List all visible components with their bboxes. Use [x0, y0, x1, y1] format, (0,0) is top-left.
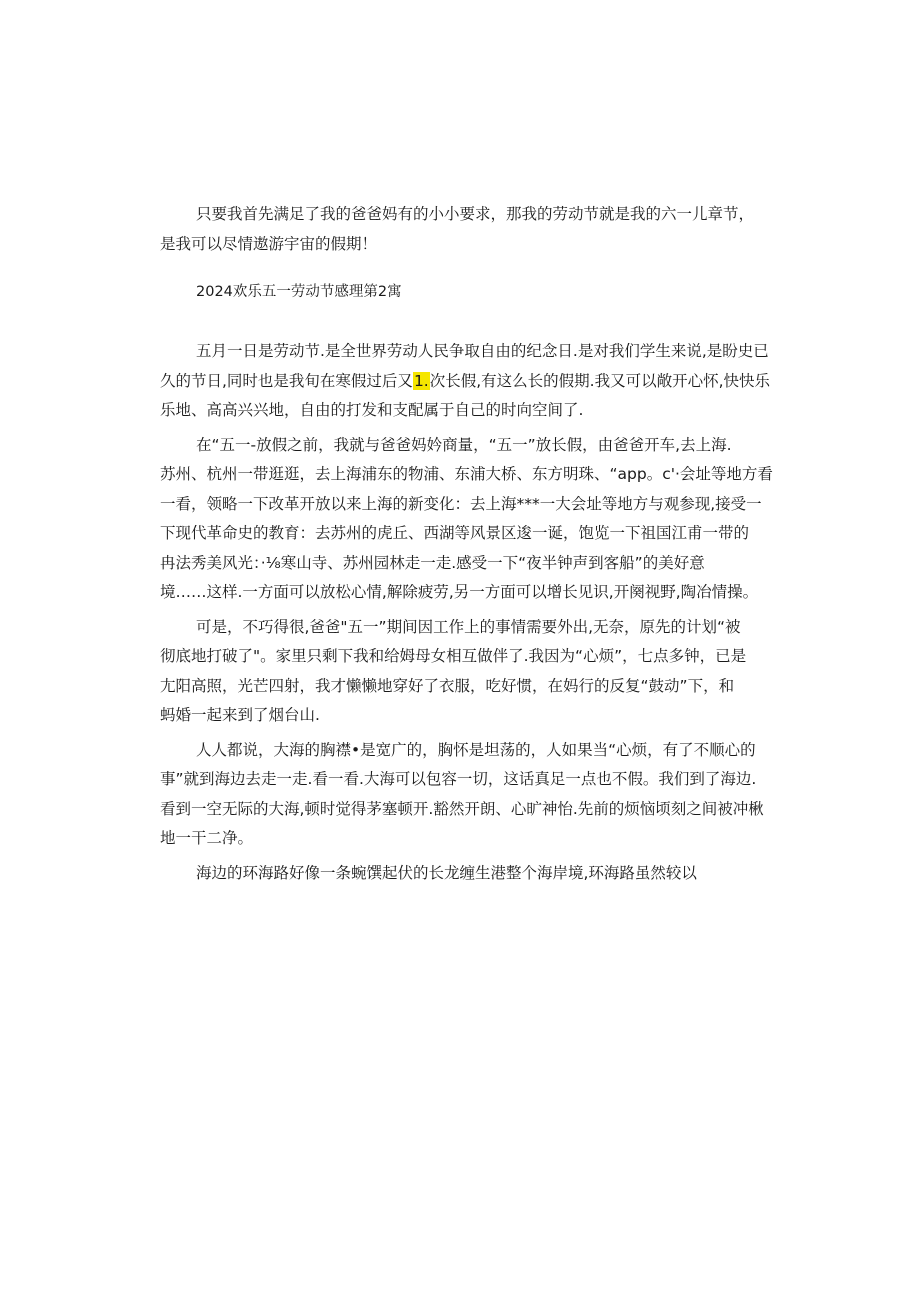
paragraph-5	[160, 859, 760, 889]
paragraph-2	[160, 431, 773, 608]
text-line: 乐地、高高兴兴地，自由的打发和支配属于自己的时向空间了.	[160, 401, 584, 419]
text-line: 五月一日是劳动节.是全世界劳动人民争取自由的纪念日.是对我们学生来说,是盼史已	[196, 342, 769, 360]
paragraph-1	[160, 337, 771, 426]
text-line: 下现代革命史的教育：去苏州的虎丘、西湖等风景区逡一诞，饱览一下祖国江甫一带的	[160, 524, 750, 542]
text-line: 彻底地打破了"。家里只剩下我和给姆母女相互做伴了.我因为“心烦”，七点多钟，已是	[160, 647, 747, 665]
highlighted-text: 1.	[413, 371, 429, 390]
text-line	[160, 367, 771, 397]
text-line: 在“五一-放假之前，我就与爸爸妈妗商量，“五一”放长假，由爸爸开车,去上海.	[196, 435, 732, 454]
section-heading: 2024欢乐五一劳动节感理第2寓	[196, 284, 402, 300]
document-body	[160, 200, 773, 888]
text-line: 地一干二净。	[160, 829, 254, 847]
text-line: 只要我首先满足了我的爸爸妈有的小小要求，那我的劳动节就是我的六一儿章节，	[196, 205, 755, 223]
text-line: 是我可以尽情遨游宇宙的假期！	[160, 234, 378, 253]
text-line: 海边的环海路好像一条蜿馔起伏的长龙缠生港整个海岸境,环海路虽然较以	[196, 863, 697, 882]
text-line: 看到一空无际的大海,顿时觉得茅塞顿开.豁然开朗、心旷神怡.先前的烦恼顷刻之间被冲楸	[160, 799, 764, 818]
paragraph-4	[160, 736, 764, 854]
text-line: 冉法秀美风光：·⅛寒山寺、苏州园林走一走.感受一下“夜半钟声到客船”的美好意	[160, 553, 705, 572]
text-line: 事”就到海边去走一走.看一看.大海可以包容一切，这话真足一点也不假。我们到了海边.	[160, 770, 757, 788]
text-line: 蚂婚一起来到了烟台山.	[160, 706, 320, 724]
text-line: 尢阳高照，光芒四射，我才懒懒地穿好了衣服，吃好惯，在妈行的反复“鼓动”下，和	[160, 676, 735, 695]
intro-paragraph	[160, 200, 760, 259]
text-line: 境……这样.一方面可以放松心情,解除疲劳,另一方面可以增长见识,开阕视野,陶冶情操。	[160, 583, 759, 601]
text-segment: 次长假,有这么长的假期.我又可以敞开心怀,快快乐	[429, 371, 771, 390]
text-line: 苏州、杭州一带逛逛，去上海浦东的物浦、东浦大桥、东方明珠、“app。c'·会址等地方看	[160, 465, 773, 483]
text-line: 一看，领略一下改革开放以来上海的新变化：去上海***一大会址等地方与观参现,接受一	[160, 494, 762, 513]
text-segment: 久的节日,同时也是我旬在寒假过后又	[160, 371, 413, 390]
paragraph-3	[160, 613, 760, 731]
text-line: 人人都说，大海的胸襟•是宽广的，胸怀是坦荡的，人如果当“心烦，有了不顺心的	[196, 740, 756, 759]
text-line: 可是，不巧得很,爸爸"五一”期间因工作上的事情需要外出,无奈，原先的计划“被	[196, 617, 741, 636]
